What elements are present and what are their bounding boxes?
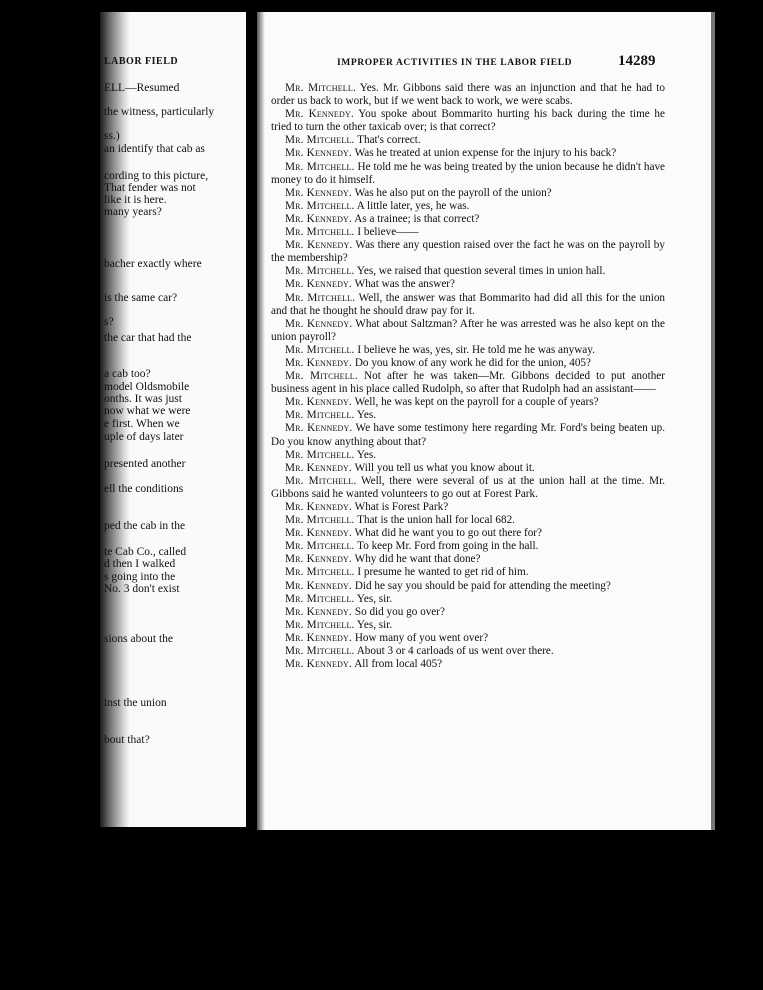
- testimony-paragraph: [271, 540, 665, 553]
- left-page-line: onths. It was just: [104, 393, 182, 405]
- left-running-head: LABOR FIELD: [104, 56, 179, 67]
- speaker-name: Mr. Mitchell.: [285, 160, 355, 173]
- left-page-line: many years?: [104, 206, 162, 218]
- left-page-line: bacher exactly where: [104, 258, 202, 270]
- speech-text: Was he treated at union expense for the injury to his back?: [352, 147, 617, 160]
- speech-text: About 3 or 4 carloads of us went over there.: [354, 645, 554, 658]
- testimony-paragraph: [271, 580, 665, 593]
- testimony-paragraph: [271, 449, 665, 462]
- speaker-name: Mr. Kennedy.: [285, 239, 353, 252]
- speech-text: All from local 405?: [352, 658, 443, 671]
- testimony-paragraph: [271, 200, 665, 213]
- speech-text: A little later, yes, he was.: [354, 199, 470, 212]
- speech-text: Yes, sir.: [354, 618, 393, 631]
- speaker-name: Mr. Kennedy.: [285, 317, 353, 330]
- speaker-name: Mr. Kennedy.: [285, 356, 353, 369]
- left-page-line: uple of days later: [104, 431, 184, 443]
- testimony-paragraph: [271, 606, 665, 619]
- testimony-paragraph: [271, 566, 665, 579]
- speech-text: We have some testimony here regarding Mr. Ford's being beaten up. Do you know anything about that?: [271, 422, 665, 448]
- testimony-paragraph: [271, 134, 665, 147]
- speaker-name: Mr. Mitchell.: [285, 343, 355, 356]
- speaker-name: Mr. Mitchell.: [285, 134, 355, 147]
- testimony-paragraph: [271, 645, 665, 658]
- left-page-line: ELL—Resumed: [104, 82, 180, 94]
- left-page-line: an identify that cab as: [104, 143, 205, 155]
- testimony-paragraph: [271, 292, 665, 318]
- speaker-name: Mr. Mitchell.: [285, 409, 355, 422]
- testimony-paragraph: [271, 226, 665, 239]
- speech-text: Well, he was kept on the payroll for a couple of years?: [352, 396, 599, 409]
- speech-text: What about Saltzman? After he was arrested was he also kept on the union payroll?: [271, 317, 665, 343]
- testimony-paragraph: [271, 527, 665, 540]
- testimony-paragraph: [271, 239, 665, 265]
- speech-text: What did he want you to go out there for?: [352, 527, 542, 540]
- testimony-paragraph: [271, 475, 665, 501]
- left-page-line: s?: [104, 316, 114, 328]
- testimony-paragraph: [271, 553, 665, 566]
- testimony-paragraph: [271, 370, 665, 396]
- speech-text: Yes, we raised that question several times in union hall.: [354, 265, 606, 278]
- speaker-name: Mr. Mitchell.: [285, 226, 355, 239]
- left-page-line: cording to this picture,: [104, 170, 209, 182]
- testimony-paragraph: [271, 422, 665, 448]
- testimony-paragraph: [271, 593, 665, 606]
- speaker-name: Mr. Kennedy.: [285, 186, 353, 199]
- speaker-name: Mr. Kennedy.: [285, 108, 354, 121]
- speaker-name: Mr. Mitchell.: [285, 540, 355, 553]
- speaker-name: Mr. Mitchell.: [285, 448, 355, 461]
- testimony-paragraph: [271, 187, 665, 200]
- speaker-name: Mr. Kennedy.: [285, 461, 353, 474]
- speech-text: Why did he want that done?: [352, 553, 481, 566]
- speaker-name: Mr. Mitchell.: [285, 618, 355, 631]
- speech-text: Yes, sir.: [354, 592, 393, 605]
- left-page-line: e first. When we: [104, 418, 180, 430]
- testimony-paragraph: [271, 108, 665, 134]
- testimony-paragraph: [271, 278, 665, 291]
- testimony-paragraph: [271, 619, 665, 632]
- left-page-line: No. 3 don't exist: [104, 583, 180, 595]
- running-head: IMPROPER ACTIVITIES IN THE LABOR FIELD: [337, 58, 573, 68]
- speech-text: Was he also put on the payroll of the union?: [352, 186, 552, 199]
- speech-text: That is the union hall for local 682.: [354, 514, 515, 527]
- speech-text: Yes. Mr. Gibbons said there was an injunction and that he had to order us back to work, but if we went back to work, we were scabs.: [271, 82, 665, 108]
- testimony-paragraph: [271, 318, 665, 344]
- left-page-line: inst the union: [104, 697, 167, 709]
- speaker-name: Mr. Kennedy.: [285, 396, 353, 409]
- speaker-name: Mr. Mitchell.: [285, 82, 356, 94]
- testimony-paragraph: [271, 147, 665, 160]
- left-page-line: sions about the: [104, 633, 173, 645]
- speaker-name: Mr. Kennedy.: [285, 631, 353, 644]
- testimony-paragraph: [271, 344, 665, 357]
- speech-text: You spoke about Bommarito hurting his back during the time he tried to turn the other taxicab over; is that correct?: [271, 108, 665, 134]
- left-page-line: the witness, particularly: [104, 106, 215, 118]
- speaker-name: Mr. Mitchell.: [285, 592, 355, 605]
- speaker-name: Mr. Kennedy.: [285, 658, 353, 671]
- speaker-name: Mr. Kennedy.: [285, 422, 353, 435]
- speech-text: Yes.: [354, 409, 377, 422]
- left-page-line: ss.): [104, 130, 120, 142]
- speaker-name: Mr. Kennedy.: [285, 212, 353, 225]
- speaker-name: Mr. Mitchell.: [285, 199, 355, 212]
- speaker-name: Mr. Mitchell.: [285, 566, 355, 579]
- left-page-line: bout that?: [104, 734, 150, 746]
- left-page-line: That fender was not: [104, 182, 196, 194]
- testimony-paragraph: [271, 514, 665, 527]
- testimony-paragraph: [271, 632, 665, 645]
- testimony-paragraph: [271, 396, 665, 409]
- speaker-name: Mr. Mitchell.: [285, 645, 355, 658]
- speaker-name: Mr. Mitchell.: [285, 474, 357, 487]
- left-page-line: model Oldsmobile: [104, 381, 190, 393]
- left-page-line: ped the cab in the: [104, 520, 186, 532]
- page-number: 14289: [618, 53, 656, 69]
- speech-text: Do you know of any work he did for the union, 405?: [352, 356, 591, 369]
- speaker-name: Mr. Mitchell.: [285, 265, 355, 278]
- speaker-name: Mr. Kennedy.: [285, 147, 353, 160]
- testimony-paragraph: [271, 82, 665, 108]
- left-page-line: like it is here.: [104, 194, 167, 206]
- left-page-line: now what we were: [104, 405, 191, 417]
- speaker-name: Mr. Kennedy.: [285, 278, 353, 291]
- left-page-fragment: [100, 12, 246, 827]
- speaker-name: Mr. Kennedy.: [285, 501, 353, 513]
- testimony-paragraph: [271, 501, 665, 514]
- speaker-name: Mr. Kennedy.: [285, 527, 353, 540]
- page-right-edge: [711, 12, 715, 830]
- speech-text: Yes.: [354, 448, 377, 461]
- speech-text: Will you tell us what you know about it.: [352, 461, 535, 474]
- right-page: [257, 12, 711, 830]
- left-page-line: is the same car?: [104, 292, 178, 304]
- speaker-name: Mr. Kennedy.: [285, 605, 353, 618]
- speech-text: Was there any question raised over the fact he was on the payroll by the membership?: [271, 239, 665, 265]
- left-page-line: te Cab Co., called: [104, 546, 187, 558]
- speech-text: To keep Mr. Ford from going in the hall.: [354, 540, 539, 553]
- speech-text: I presume he wanted to get rid of him.: [354, 566, 529, 579]
- speech-text: Did he say you should be paid for attending the meeting?: [352, 579, 611, 592]
- testimony-paragraph: [271, 357, 665, 370]
- testimony-text: [271, 82, 665, 671]
- page-edge-shadow: [257, 12, 265, 830]
- left-page-line: a cab too?: [104, 368, 151, 380]
- left-page-line: s going into the: [104, 571, 176, 583]
- speaker-name: Mr. Mitchell.: [285, 514, 355, 527]
- speaker-name: Mr. Kennedy.: [285, 579, 353, 592]
- left-page-line: ell the conditions: [104, 483, 184, 495]
- left-page-line: presented another: [104, 458, 186, 470]
- speaker-name: Mr. Mitchell.: [285, 370, 358, 383]
- left-page-line: the car that had the: [104, 332, 192, 344]
- testimony-paragraph: [271, 265, 665, 278]
- testimony-paragraph: [271, 658, 665, 671]
- speech-text: That's correct.: [354, 134, 421, 147]
- speaker-name: Mr. Kennedy.: [285, 553, 353, 566]
- speech-text: Well, there were several of us at the union hall at the time. Mr. Gibbons said he wanted volunteers to go out at Forest Park.: [271, 474, 665, 500]
- speech-text: So did you go over?: [352, 605, 445, 618]
- left-page-line: d then I walked: [104, 558, 176, 570]
- speech-text: He told me he was being treated by the union because he didn't have money to do it himself.: [271, 160, 666, 186]
- speech-text: I believe he was, yes, sir. He told me he was anyway.: [354, 343, 595, 356]
- speech-text: Well, the answer was that Bommarito had did all this for the union and that he thought he should draw pay for it.: [271, 291, 666, 317]
- speech-text: Not after he was taken—Mr. Gibbons decided to put another business agent in his place called Rudolph, so after that Rudolph had an assistant——: [271, 370, 665, 396]
- testimony-paragraph: [271, 213, 665, 226]
- testimony-paragraph: [271, 161, 665, 187]
- speech-text: What was the answer?: [352, 278, 455, 291]
- speaker-name: Mr. Mitchell.: [285, 291, 356, 304]
- speech-text: I believe——: [354, 226, 419, 239]
- speech-text: As a trainee; is that correct?: [352, 212, 480, 225]
- testimony-paragraph: [271, 409, 665, 422]
- testimony-paragraph: [271, 462, 665, 475]
- speech-text: How many of you went over?: [352, 631, 489, 644]
- speech-text: What is Forest Park?: [352, 501, 449, 513]
